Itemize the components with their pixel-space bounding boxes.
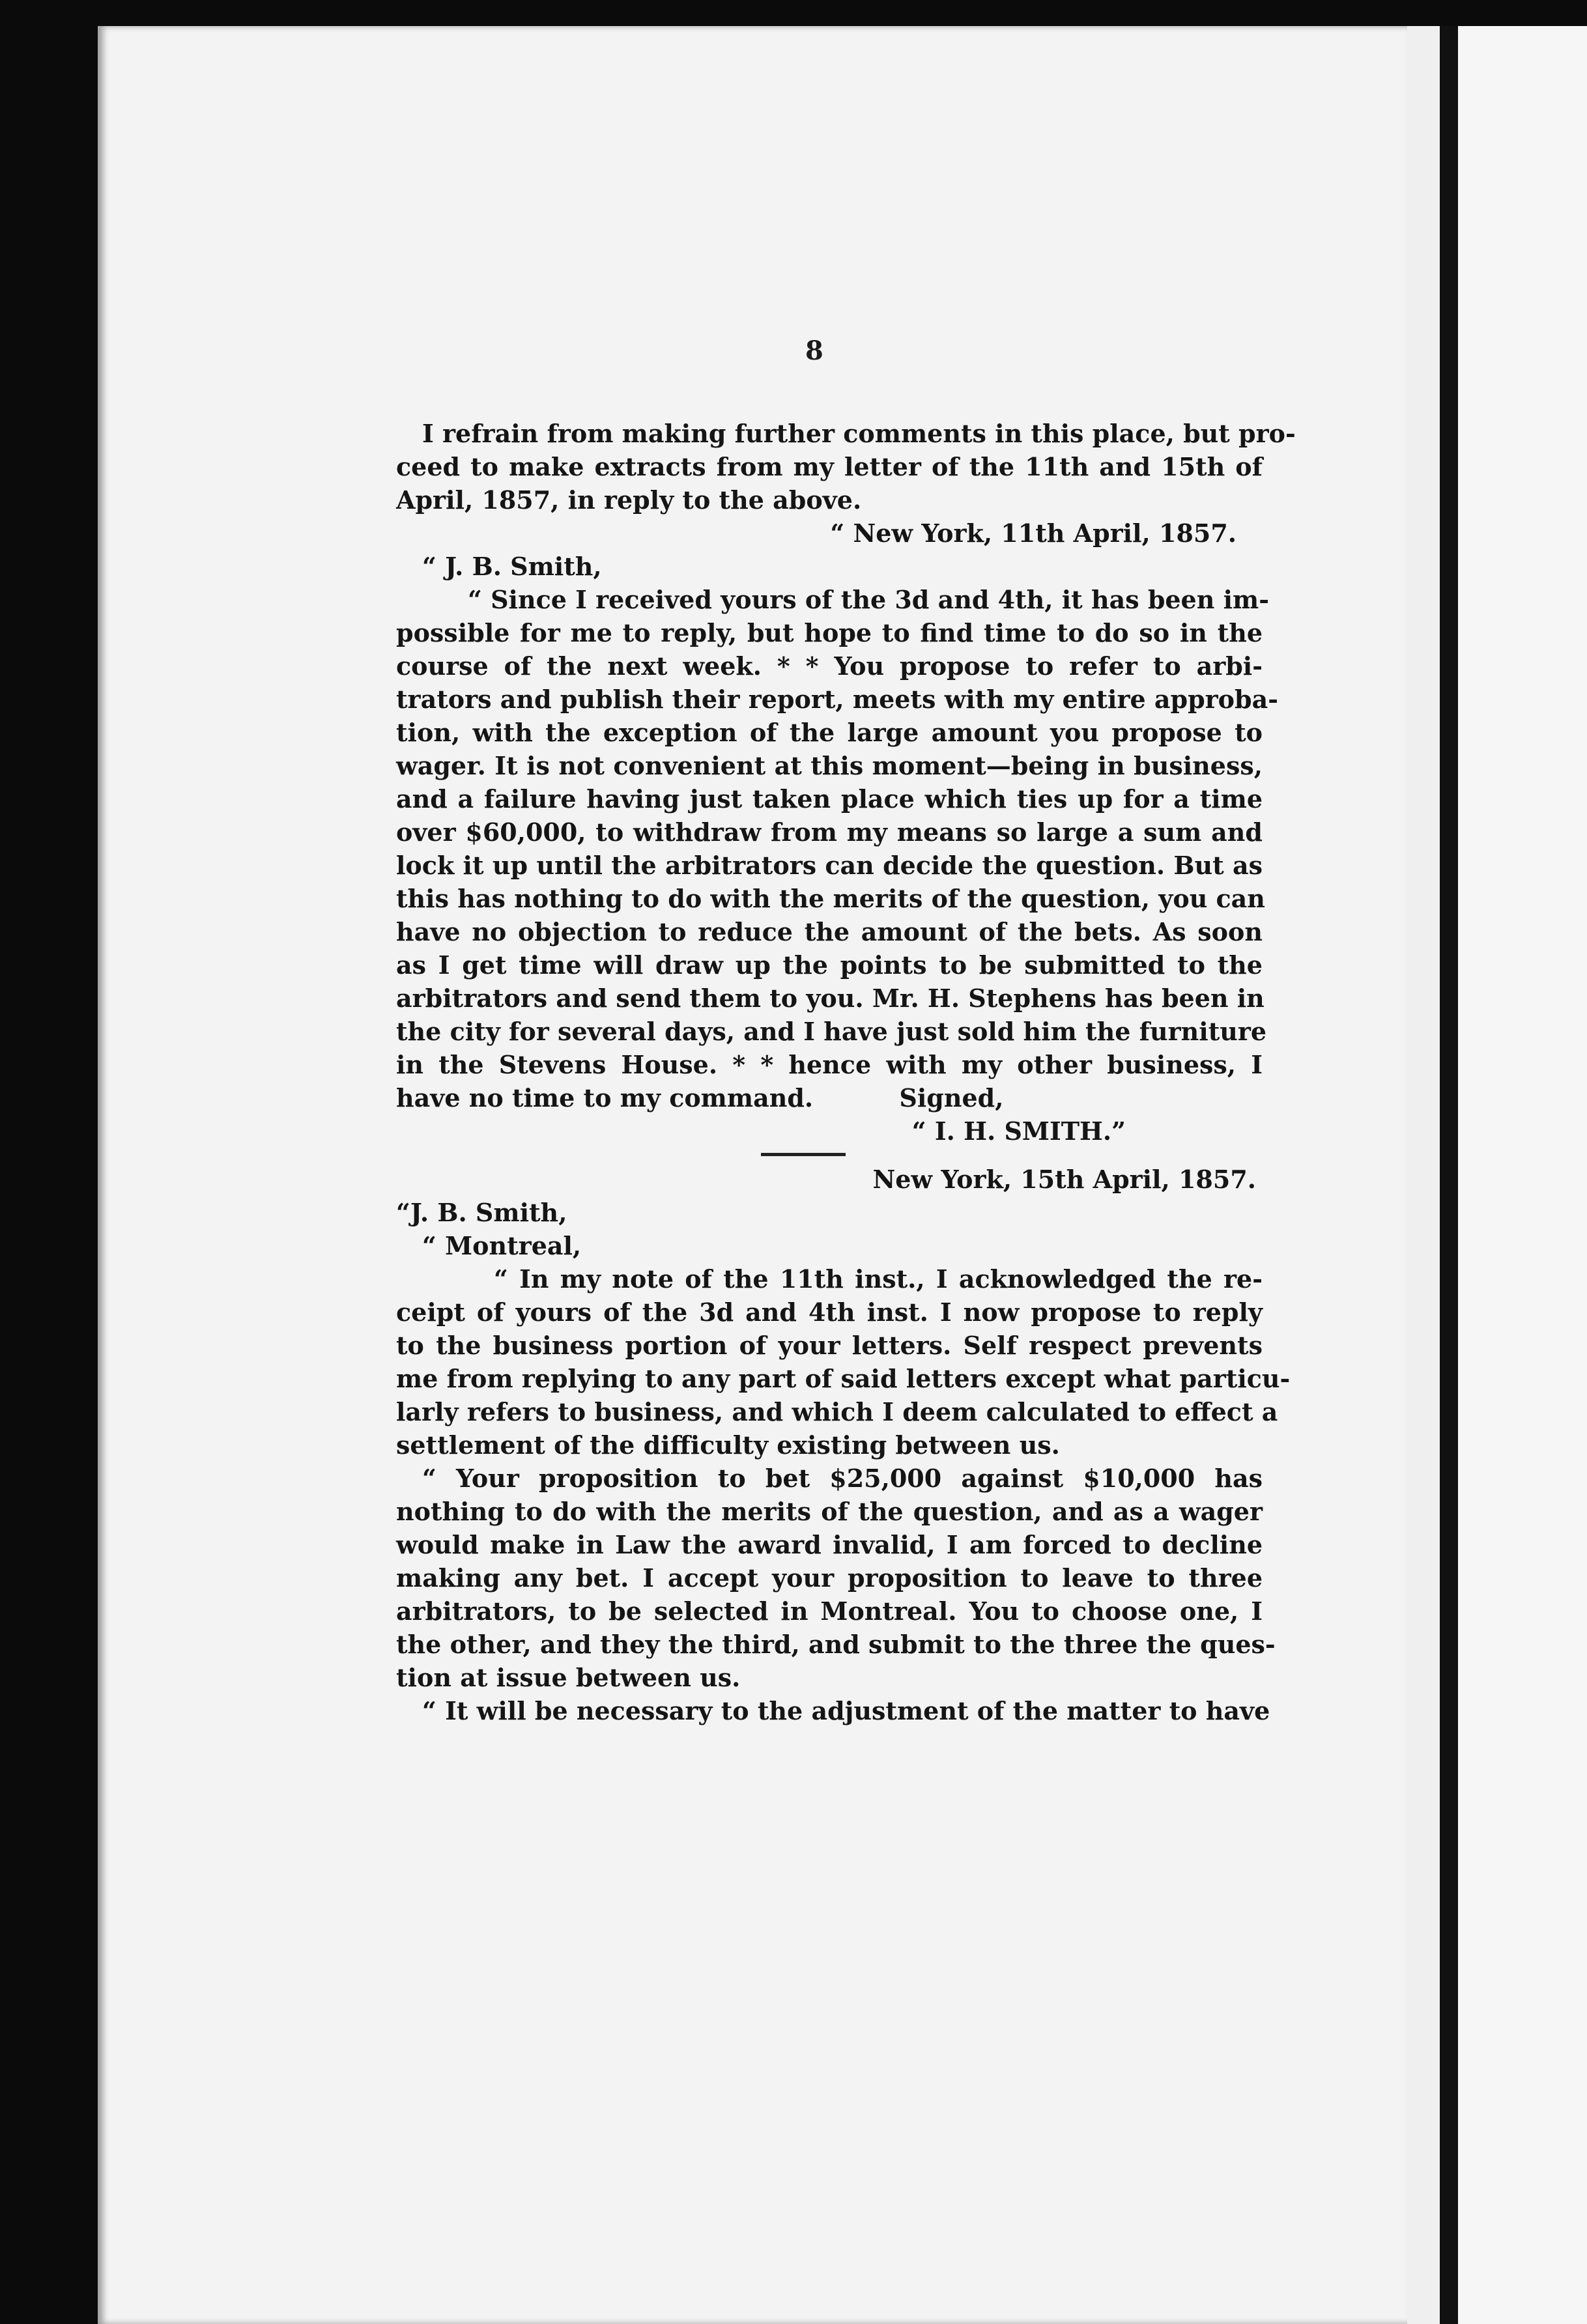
letter1-line: course of the next week. * * You propose to refer to arbi- [396,651,1263,681]
letter2-line: “ In my note of the 11th inst., I acknowledged the re- [494,1264,1263,1294]
intro-line: ceed to make extracts from my letter of the 11th and 15th of [396,452,1263,481]
letter2-line: nothing to do with the merits of the question, and as a wager [396,1497,1263,1526]
right-margin-strip [1407,26,1440,2324]
letter1-line: in the Stevens House. * * hence with my other business, I [396,1050,1263,1079]
letter1-line: over $60,000, to withdraw from my means so large a sum and [396,817,1263,847]
letter1-line: arbitrators and send them to you. Mr. H. Stephens has been in [396,984,1265,1013]
letter1-signature: “ I. H. SMITH.” [911,1116,1126,1146]
page-text [396,417,1296,1727]
section-divider [761,1153,846,1156]
page-number: 8 [805,335,823,366]
letter2-line: “ It will be necessary to the adjustment of the matter to have [422,1696,1270,1725]
letter1-line: have no time to my command. Signed, [396,1083,1004,1112]
intro-line: April, 1857, in reply to the above. [396,485,862,515]
letter2-line: to the business portion of your letters. Self respect prevents [396,1331,1263,1360]
letter2-dateline: New York, 15th April, 1857. [872,1165,1256,1194]
letter1-line: as I get time will draw up the points to be submitted to the [396,950,1263,980]
letter2-line: would make in Law the award invalid, I am forced to decline [396,1530,1263,1559]
letter2-line: tion at issue between us. [396,1663,741,1692]
letter2-line: me from replying to any part of said letters except what particu- [396,1364,1291,1393]
letter2-line: larly refers to business, and which I deem calculated to effect a [396,1397,1278,1426]
letter1-line: the city for several days, and I have just sold him the furniture [396,1017,1267,1046]
letter2-place: “ Montreal, [422,1231,582,1260]
letter1-line: possible for me to reply, but hope to find time to do so in the [396,618,1263,647]
page-separator-bar [1440,26,1458,2324]
adjacent-page-edge [1458,26,1587,2324]
letter1-line: trators and publish their report, meets with my entire approba- [396,685,1278,714]
letter2-line: the other, and they the third, and submit to the three the ques- [396,1630,1276,1659]
letter2-salutation: “J. B. Smith, [396,1198,567,1227]
letter1-dateline: “ New York, 11th April, 1857. [830,518,1237,548]
letter2-line: arbitrators, to be selected in Montreal. You to choose one, I [396,1596,1263,1626]
letter1-salutation: “ J. B. Smith, [422,552,602,581]
letter1-line: tion, with the exception of the large amount you propose to [396,718,1263,747]
letter1-line: and a failure having just taken place which ties up for a time [396,784,1263,814]
letter2-line: settlement of the difficulty existing between us. [396,1430,1060,1460]
letter1-line: this has nothing to do with the merits of the question, you can [396,884,1265,913]
letter1-line: “ Since I received yours of the 3d and 4th, it has been im- [468,585,1270,614]
letter2-line: making any bet. I accept your proposition to leave to three [396,1563,1263,1593]
letter2-line: “ Your proposition to bet $25,000 against $10,000 has [422,1464,1263,1493]
letter1-line: have no objection to reduce the amount of the bets. As soon [396,917,1263,946]
letter1-line: wager. It is not convenient at this moment—being in business, [396,751,1263,780]
letter1-line: lock it up until the arbitrators can decide the question. But as [396,851,1263,880]
letter2-line: ceipt of yours of the 3d and 4th inst. I now propose to reply [396,1297,1263,1327]
intro-line: I refrain from making further comments in this place, but pro- [422,419,1296,448]
